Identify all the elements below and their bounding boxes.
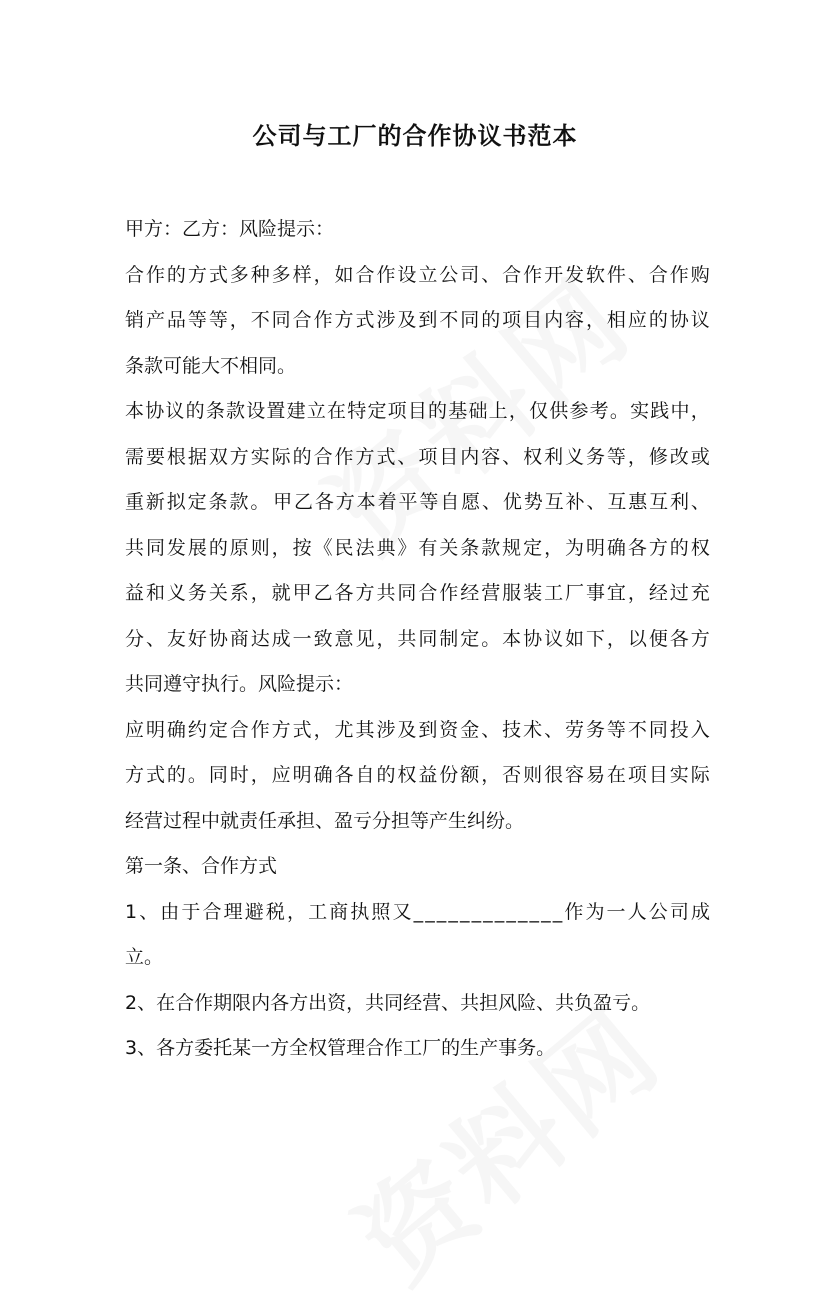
body-line: 本 协 议 的 条 款 设 置 建 立 在 特 定 项 目 的 基 础 上 ， 仅 供 参 考 。 实 践 中 ， <box>125 400 710 422</box>
body-line: 合 作 的 方 式 多 种 多 样 ， 如 合 作 设 立 公 司 、 合 作 开 发 软 件 、 合 作 购 <box>125 263 710 286</box>
body-line: 条款可能大不相同。 <box>125 354 297 377</box>
body-line: 应 明 确 约 定 合 作 方 式 ， 尤 其 涉 及 到 资 金 、 技 术 、 劳 务 等 不 同 投 入 <box>125 718 710 741</box>
body-line: 重 新 拟 定 条 款 。 甲 乙 各 方 本 着 平 等 自 愿 、 优 势 互 补 、 互 惠 互 利 、 <box>125 491 710 513</box>
document-body <box>125 214 710 1079</box>
body-line: 1 、 由 于 合 理 避 税 ， 工 商 执 照 又 _ _ _ _ _ _ _ _ _ _ _ _ _ 作 为 一 人 公 司 成 <box>125 900 710 923</box>
body-line: 立。 <box>125 946 164 968</box>
document-title: 公司与工厂的合作协议书范本 <box>252 122 578 150</box>
body-line: 销 产 品 等 等 ， 不 同 合 作 方 式 涉 及 到 不 同 的 项 目 内 容 ， 相 应 的 协 议 <box>125 309 710 331</box>
body-line: 益 和 义 务 关 系 ， 就 甲 乙 各 方 共 同 合 作 经 营 服 装 工 厂 事 宜 ， 经 过 充 <box>125 582 710 604</box>
body-line: 2、在合作期限内各方出资，共同经营、共担风险、共负盈亏。 <box>125 991 651 1014</box>
section-heading: 第一条、合作方式 <box>125 855 278 877</box>
body-line: 经营过程中就责任承担、盈亏分担等产生纠纷。 <box>125 809 525 832</box>
body-line: 甲方：乙方：风险提示： <box>125 218 335 240</box>
body-line: 需 要 根 据 双 方 实 际 的 合 作 方 式 、 项 目 内 容 、 权 利 义 务 等 ， 修 改 或 <box>125 445 710 468</box>
body-line: 方 式 的 。 同 时 ， 应 明 确 各 自 的 权 益 份 额 ， 否 则 很 容 易 在 项 目 实 际 <box>125 764 710 786</box>
body-line: 分 、 友 好 协 商 达 成 一 致 意 见 ， 共 同 制 定 。 本 协 议 如 下 ， 以 便 各 方 <box>125 627 710 650</box>
body-line: 3、各方委托某一方全权管理合作工厂的生产事务。 <box>125 1037 556 1059</box>
body-line: 共同遵守执行。风险提示： <box>125 673 354 695</box>
body-line: 共 同 发 展 的 原 则 ， 按 《 民 法 典 》 有 关 条 款 规 定 ， 为 明 确 各 方 的 权 <box>125 536 710 559</box>
